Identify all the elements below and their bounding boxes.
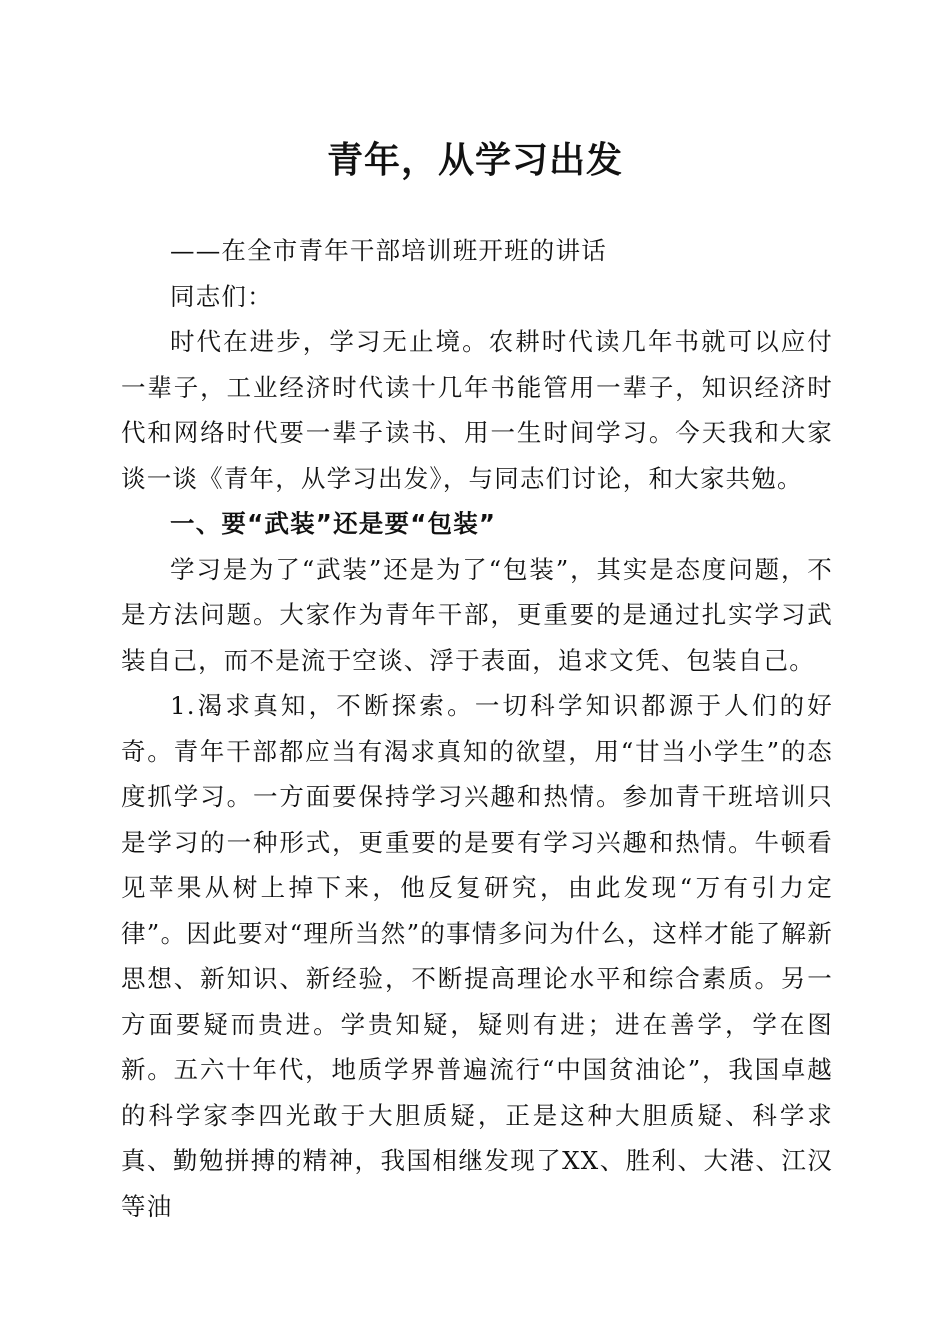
- section-heading-1: 一、要“武装”还是要“包装”: [170, 509, 497, 538]
- subsection-1-paragraph: 1.渴求真知，不断探索。一切科学知识都源于人们的好奇。青年干部都应当有渴求真知的欲望，用“甘当小学生”的态度抓学习。一方面要保持学习兴趣和热情。参加青干班培训只是学习的一种形式，更重要的是要有学习兴趣和热情。牛顿看见苹果从树上掉下来，他反复研究，由此发现“万有引力定律”。因此要对“理所当然”的事情多问为什么，这样才能了解新思想、新知识、新经验，不断提高理论水平和综合素质。另一方面要疑而贵进。学贵知疑，疑则有进；进在善学，学在图新。五六十年代，地质学界普遍流行“中国贫油论”，我国卓越的科学家李四光敢于大胆质疑，正是这种大胆质疑、科学求真、勤勉拼搏的精神，我国相继发现了XX、胜利、大港、江汉等油: [121, 691, 833, 1221]
- document-title: 青年，从学习出发: [326, 139, 623, 181]
- document-body: [121, 228, 833, 1229]
- salutation: 同志们：: [170, 281, 273, 311]
- document-subtitle: ——在全市青年干部培训班开班的讲话: [170, 236, 607, 265]
- intro-paragraph: 时代在进步，学习无止境。农耕时代读几年书就可以应付一辈子，工业经济时代读十几年书能管用一辈子，知识经济时代和网络时代要一辈子读书、用一生时间学习。今天我和大家谈一谈《青年，从学习出发》，与同志们讨论，和大家共勉。: [121, 327, 833, 493]
- section-1-paragraph: 学习是为了“武装”还是为了“包装”，其实是态度问题，不是方法问题。大家作为青年干部，更重要的是通过扎实学习武装自己，而不是流于空谈、浮于表面，追求文凭、包装自己。: [121, 554, 833, 675]
